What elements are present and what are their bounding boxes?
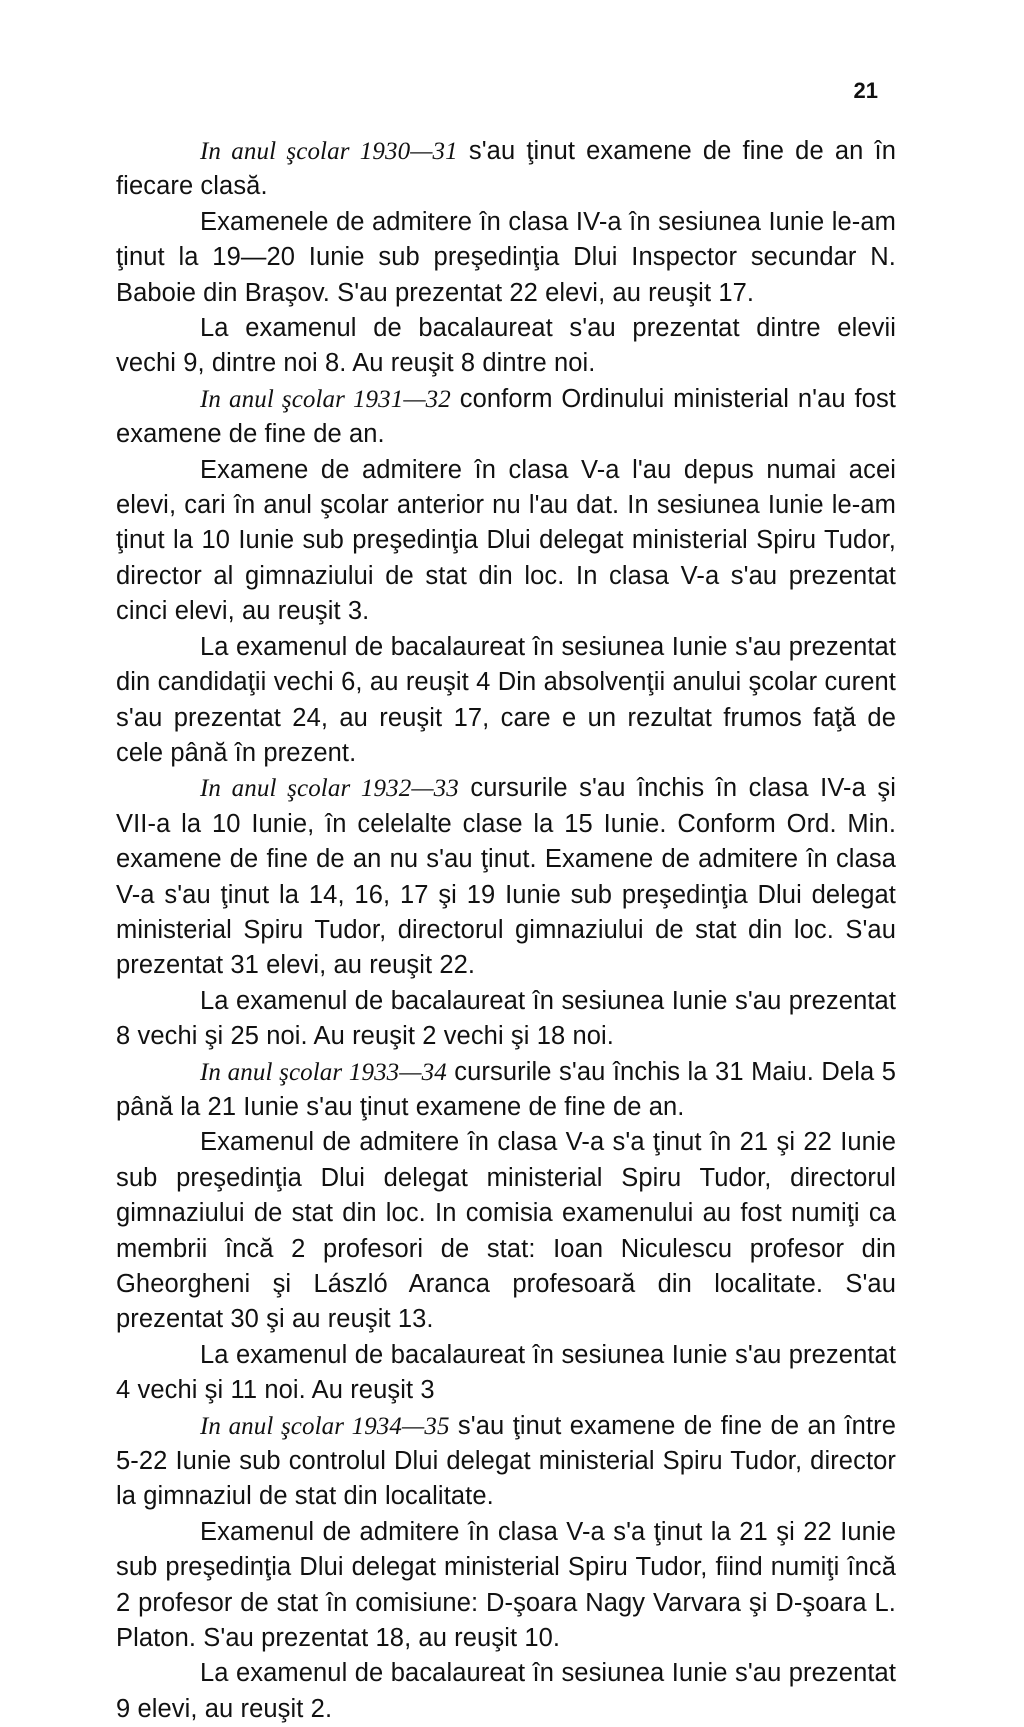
paragraph [116,453,896,630]
paragraph [116,1656,896,1727]
paragraph [116,1338,896,1409]
paragraph-text: La examenul de bacalaureat în sesiunea Iunie s'au prezentat din candidaţii vechi 6, au reuşit 4 Din absolvenţii anului şcolar curent s'au prezentat 24, au reuşit 17, care e un rezultat frumos faţă de cele până în prezent. [116,632,896,767]
paragraph-text: s'au ţinut examene de fine de an în fiecare clasă. [116,137,896,201]
paragraph [116,1055,896,1126]
paragraph-text: Examene de admitere în clasa V-a l'au depus numai acei elevi, cari în anul şcolar anterior nu l'au dat. In sesiunea Iunie le-am ţinut la 10 Iunie sub preşedinţia Dlui delegat ministerial Spiru Tudor, director al gimnaziului de stat din loc. In clasa V-a s'au prezentat cinci elevi, au reuşit 3. [116,455,896,626]
paragraph [116,771,896,983]
year-heading: In anul şcolar 1934—35 [200,1412,450,1440]
paragraph-text: conform Ordinului ministerial n'au fost examene de fine de an. [116,384,896,449]
year-heading: In anul şcolar 1933—34 [200,1058,447,1086]
paragraph-text: La examenul de bacalaureat în sesiunea Iunie s'au prezentat 9 elevi, au reuşit 2. [116,1659,896,1723]
paragraph [116,630,896,772]
paragraph-text: Examenele de admitere în clasa IV-a în sesiunea Iunie le-am ţinut la 19—20 Iunie sub preşedinţia Dlui Inspector secundar N. Baboie din Braşov. S'au prezentat 22 elevi, au reuşit 17. [116,207,896,307]
paragraph-text: La examenul de bacalaureat în sesiunea Iunie s'au prezentat 4 vechi şi 11 noi. Au reuşit 3 [116,1340,896,1405]
paragraph-text: cursurile s'au închis la 31 Maiu. Dela 5 până la 21 Iunie s'au ţinut examene de fine de an. [116,1057,896,1121]
paragraph [116,205,896,311]
year-heading: In anul şcolar 1932—33 [200,775,459,803]
paragraph [116,134,896,205]
paragraph-text: Examenul de admitere în clasa V-a s'a ţinut la 21 şi 22 Iunie sub preşedinţia Dlui delegat ministerial Spiru Tudor, fiind numiţi încă 2 profesor de stat în comisiune: D-şoara Nagy Varvara şi D-şoara L. Platon. S'au prezentat 18, au reuşit 10. [116,1517,896,1653]
year-heading: In anul şcolar 1931—32 [200,385,451,413]
paragraph [116,984,896,1055]
paragraph [116,382,896,453]
body-text [116,134,896,1727]
paragraph-text: s'au ţinut examene de fine de an între 5-22 Iunie sub controlul Dlui delegat ministerial Spiru Tudor, director la gimnaziul de stat din localitate. [116,1411,897,1511]
paragraph [116,1125,896,1337]
paragraph [116,311,896,382]
paragraph [116,1409,896,1515]
paragraph-text: La examenul de bacalaureat s'au prezentat dintre elevii vechi 9, dintre noi 8. Au reuşit 8 dintre noi. [116,314,896,378]
paragraph-text: Examenul de admitere în clasa V-a s'a ţinut în 21 şi 22 Iunie sub preşedinţia Dlui delegat ministerial Spiru Tudor, directorul gimnaziului de stat din loc. In comisia examenului au fost numiţi ca membrii încă 2 profesori de stat: Ioan Niculescu profesor din Gheorgheni şi László Aranca profesoară din localitate. S'au prezentat 30 şi au reuşit 13. [116,1128,896,1334]
paragraph-text: La examenul de bacalaureat în sesiunea Iunie s'au prezentat 8 vechi şi 25 noi. Au reuşit 2 vechi şi 18 noi. [116,986,896,1051]
paragraph [116,1515,896,1657]
page-number: 21 [853,78,878,103]
year-heading: In anul şcolar 1930—31 [200,138,458,165]
paragraph-text: cursurile s'au închis în clasa IV-a şi VII-a la 10 Iunie, în celelalte clase la 15 Iunie. Conform Ord. Min. examene de fine de an nu s'au ţinut. Examene de admitere în clasa V-a s'au ţinut la 14, 16, 17 şi 19 Iunie sub preşedinţia Dlui delegat ministerial Spiru Tudor, directorul gimnaziului de stat din loc. S'au prezentat 31 elevi, au reuşit 22. [116,774,896,980]
